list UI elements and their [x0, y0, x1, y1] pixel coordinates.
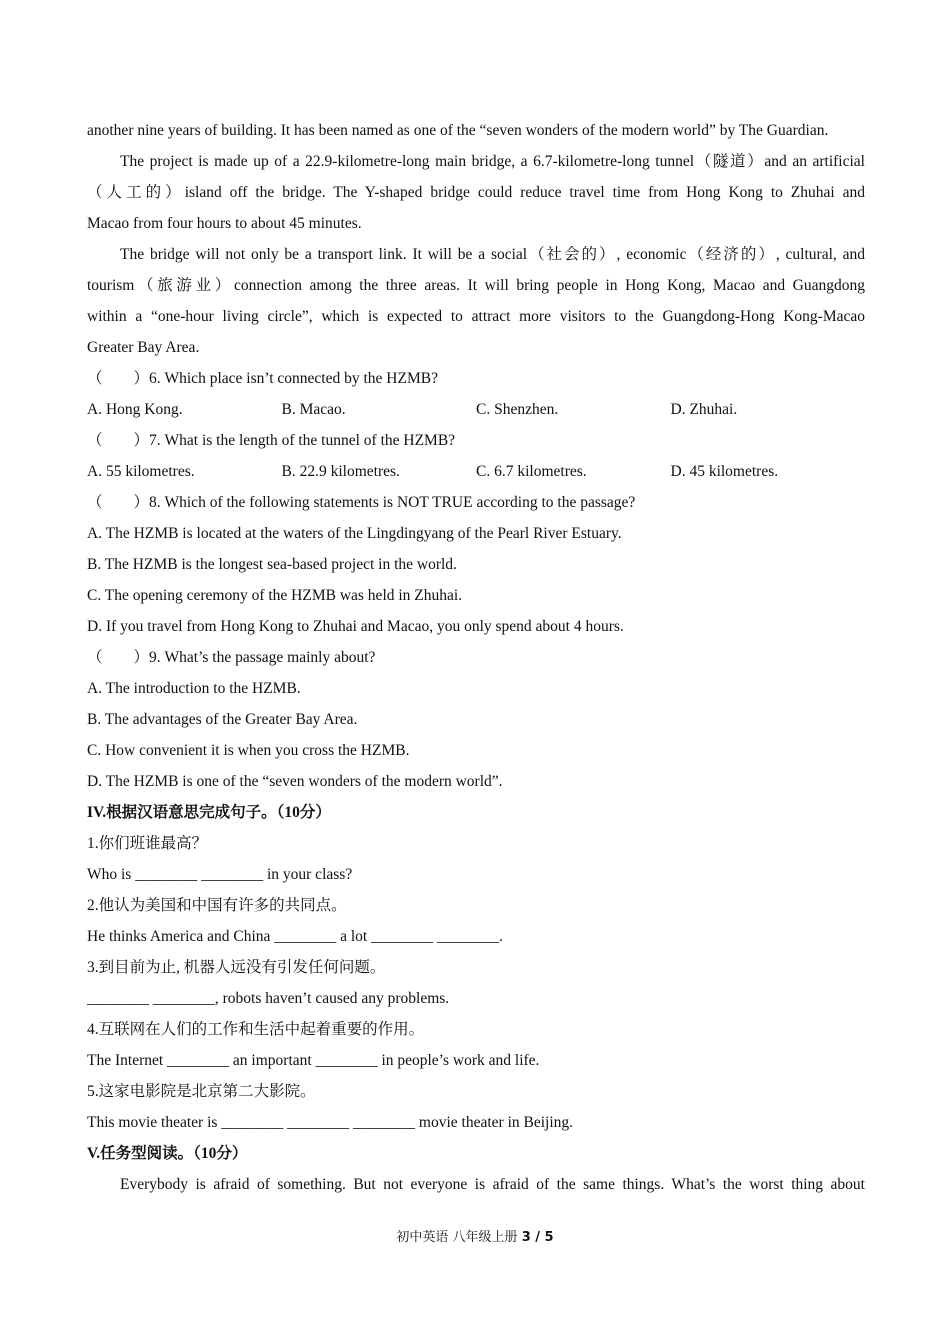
passage-line: another nine years of building. It has been named as one of the “seven wonders of the modern world” by The Guardian.: [87, 122, 829, 139]
sentence-chinese: 2.他认为美国和中国有许多的共同点。: [87, 897, 347, 914]
option: A. The HZMB is located at the waters of the Lingdingyang of the Pearl River Estuary.: [87, 525, 622, 542]
passage-line: tourism（旅游业）connection among the three areas. It will bring people in Hong Kong, Macao and Guangdong: [87, 277, 865, 294]
option: B. Macao.: [281, 401, 346, 418]
passage-line: Macao from four hours to about 45 minutes.: [87, 215, 362, 232]
question-stem: （ ）7. What is the length of the tunnel of the HZMB?: [87, 432, 456, 449]
question-options: [87, 456, 865, 487]
page-footer: [0, 1226, 950, 1245]
sentence-chinese: 4.互联网在人们的工作和生活中起着重要的作用。: [87, 1021, 425, 1038]
option: D. Zhuhai.: [670, 401, 738, 418]
option: D. The HZMB is one of the “seven wonders of the modern world”.: [87, 773, 503, 790]
option: B. The HZMB is the longest sea-based project in the world.: [87, 556, 457, 573]
sentence-chinese: 3.到目前为止, 机器人远没有引发任何问题。: [87, 959, 386, 976]
page-number: 3 / 5: [521, 1230, 554, 1245]
passage-line: The project is made up of a 22.9-kilometre-long main bridge, a 6.7-kilometre-long tunnel（隧道）and an artificial: [120, 153, 865, 170]
option: B. 22.9 kilometres.: [281, 463, 400, 480]
question-stem: （ ）6. Which place isn’t connected by the HZMB?: [87, 370, 438, 387]
sentence-chinese: 5.这家电影院是北京第二大影院。: [87, 1083, 316, 1100]
option: C. Shenzhen.: [476, 401, 559, 418]
option: C. How convenient it is when you cross the HZMB.: [87, 742, 410, 759]
passage-line: within a “one-hour living circle”, which is expected to attract more visitors to the Guangdong-Hong Kong-Macao: [87, 308, 865, 325]
question-options: [87, 394, 865, 425]
option: C. The opening ceremony of the HZMB was held in Zhuhai.: [87, 587, 463, 604]
page-content: [87, 115, 865, 1200]
section-heading: V.任务型阅读。（10分）: [87, 1145, 248, 1162]
passage-line: （人工的）island off the bridge. The Y-shaped bridge could reduce travel time from Hong Kong to Zhuhai and: [87, 184, 865, 201]
section-heading: IV.根据汉语意思完成句子。（10分）: [87, 804, 331, 821]
passage-line: Greater Bay Area.: [87, 339, 200, 356]
sentence-chinese: 1.你们班谁最高？: [87, 835, 208, 852]
option: D. 45 kilometres.: [670, 463, 779, 480]
footer-label: 初中英语 八年级上册: [396, 1230, 518, 1245]
option: A. 55 kilometres.: [87, 463, 195, 480]
option: A. The introduction to the HZMB.: [87, 680, 301, 697]
option: A. Hong Kong.: [87, 401, 183, 418]
question-stem: （ ）9. What’s the passage mainly about?: [87, 649, 376, 666]
sentence-english: ________ ________, robots haven’t caused any problems.: [87, 990, 450, 1007]
sentence-english: The Internet ________ an important ________ in people’s work and life.: [87, 1052, 540, 1069]
sentence-english: Who is ________ ________ in your class?: [87, 866, 353, 883]
passage-line: The bridge will not only be a transport link. It will be a social（社会的）, economic（经济的）, cultural, and: [120, 246, 865, 263]
option: B. The advantages of the Greater Bay Area.: [87, 711, 358, 728]
option: C. 6.7 kilometres.: [476, 463, 587, 480]
sentence-english: This movie theater is ________ ________ ________ movie theater in Beijing.: [87, 1114, 574, 1131]
option: D. If you travel from Hong Kong to Zhuhai and Macao, you only spend about 4 hours.: [87, 618, 624, 635]
passage-line: Everybody is afraid of something. But not everyone is afraid of the same things. What’s the worst thing about: [120, 1176, 865, 1193]
question-stem: （ ）8. Which of the following statements is NOT TRUE according to the passage?: [87, 494, 636, 511]
sentence-english: He thinks America and China ________ a lot ________ ________.: [87, 928, 503, 945]
